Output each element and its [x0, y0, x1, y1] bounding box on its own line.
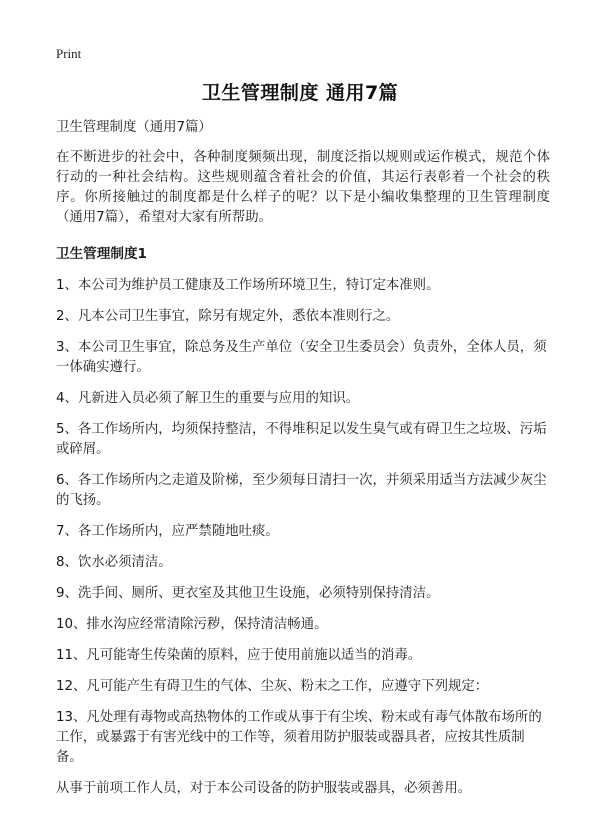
list-item: 10、排水沟应经常清除污秽，保持清洁畅通。 — [56, 617, 328, 632]
list-item: 7、各工作场所内，应严禁随地吐痰。 — [56, 524, 279, 539]
list-item: 5、各工作场所内，均须保持整洁，不得堆积足以发生臭气或有碍卫生之垃圾、污垢或碎屑。 — [56, 422, 547, 457]
list-item: 6、各工作场所内之走道及阶梯，至少须每日清扫一次，并须采用适当方法减少灰尘的飞扬。 — [56, 473, 547, 508]
list-item: 9、洗手间、厕所、更衣室及其他卫生设施，必须特别保持清洁。 — [56, 586, 440, 601]
closing-paragraph: 从事于前项工作人员，对于本公司设备的防护服装或器具，必须善用。 — [56, 781, 472, 796]
list-item: 4、凡新进入员必须了解卫生的重要与应用的知识。 — [56, 391, 360, 406]
list-item: 11、凡可能寄生传染菌的原料，应于使用前施以适当的消毒。 — [56, 648, 422, 663]
list-item: 8、饮水必须清洁。 — [56, 555, 172, 570]
list-item: 12、凡可能产生有碍卫生的气体、尘灰、粉末之工作，应遵守下列规定： — [56, 679, 489, 694]
print-label: Print — [56, 46, 82, 61]
list-item: 1、本公司为维护员工健康及工作场所环境卫生，特订定本准则。 — [56, 278, 440, 293]
page-title: 卫生管理制度 通用7篇 — [201, 82, 399, 104]
document-body — [56, 118, 550, 799]
list-item: 2、凡本公司卫生事宜，除另有规定外，悉依本准则行之。 — [56, 309, 400, 324]
section-heading: 卫生管理制度1 — [56, 246, 148, 262]
intro-paragraph: 在不断进步的社会中，各种制度频频出现，制度泛指以规则或运作模式，规范个体行动的一种社会结构。这些规则蕴含着社会的价值，其运行表彰着一个社会的秩序。你所接触过的制度都是什么样子的呢？以下是小编收集整理的卫生管理制度（通用7篇），希望对大家有所帮助。 — [56, 150, 550, 225]
document-subtitle: 卫生管理制度（通用7篇） — [56, 120, 212, 135]
list-item: 3、本公司卫生事宜，除总务及生产单位（安全卫生委员会）负责外，全体人员，须一体确实遵行。 — [56, 340, 547, 375]
list-item: 13、凡处理有毒物或高热物体的工作或从事于有尘埃、粉末或有毒气体散布场所的工作，或暴露于有害光线中的工作等，须着用防护服装或器具者，应按其性质制备。 — [56, 710, 542, 765]
